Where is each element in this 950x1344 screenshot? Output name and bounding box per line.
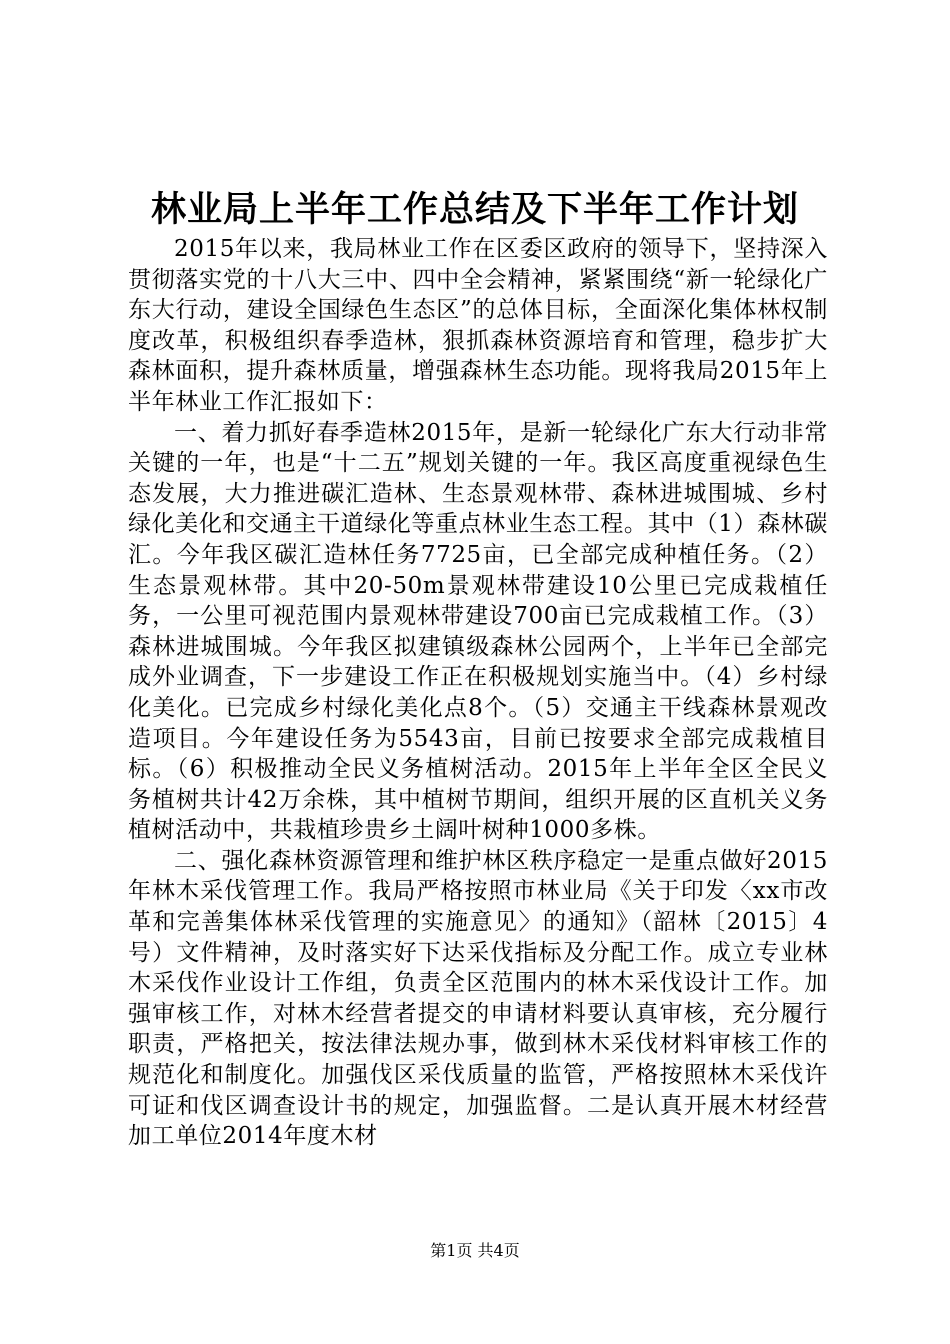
- page-number-footer: 第1页 共4页: [430, 1241, 520, 1260]
- document-title: 林业局上半年工作总结及下半年工作计划: [150, 189, 799, 230]
- paragraph-intro: 2015年以来，我局林业工作在区委区政府的领导下，坚持深入贯彻落实党的十八大三中、四中全会精神，紧紧围绕“新一轮绿化广东大行动，建设全国绿色生态区”的总体目标，全面深化集体林权制度改革，积极组织春季造林，狠抓森林资源培育和管理，稳步扩大森林面积，提升森林质量，增强森林生态功能。现将我局2015年上半年林业工作汇报如下：: [128, 236, 828, 415]
- paragraph-section-two: 二、强化森林资源管理和维护林区秩序稳定一是重点做好2015年林木采伐管理工作。我局严格按照市林业局《关于印发〈xx市改革和完善集体林采伐管理的实施意见〉的通知》（韶林〔2015〕4号）文件精神，及时落实好下达采伐指标及分配工作。成立专业林木采伐作业设计工作组，负责全区范围内的林木采伐设计工作。加强审核工作，对林木经营者提交的申请材料要认真审核，充分履行职责，严格把关，按法律法规办事，做到林木采伐材料审核工作的规范化和制度化。加强伐区采伐质量的监管，严格按照林木采伐许可证和伐区调查设计书的规定，加强监督。二是认真开展木材经营加工单位2014年度木材: [128, 847, 828, 1150]
- document-body: [128, 234, 828, 1152]
- paragraph-section-one: 一、着力抓好春季造林2015年，是新一轮绿化广东大行动非常关键的一年，也是“十二五”规划关键的一年。我区高度重视绿色生态发展，大力推进碳汇造林、生态景观林带、森林进城围城、乡村绿化美化和交通主干道绿化等重点林业生态工程。其中（1）森林碳汇。今年我区碳汇造林任务7725亩，已全部完成种植任务。（2）生态景观林带。其中20-50m景观林带建设10公里已完成栽植任务，一公里可视范围内景观林带建设700亩已完成栽植工作。（3）森林进城围城。今年我区拟建镇级森林公园两个，上半年已全部完成外业调查，下一步建设工作正在积极规划实施当中。（4）乡村绿化美化。已完成乡村绿化美化点8个。（5）交通主干线森林景观改造项目。今年建设任务为5543亩，目前已按要求全部完成栽植目标。（6）积极推动全民义务植树活动。2015年上半年全区全民义务植树共计42万余株，其中植树节期间，组织开展的区直机关义务植树活动中，共栽植珍贵乡土阔叶树种1000多株。: [128, 419, 828, 844]
